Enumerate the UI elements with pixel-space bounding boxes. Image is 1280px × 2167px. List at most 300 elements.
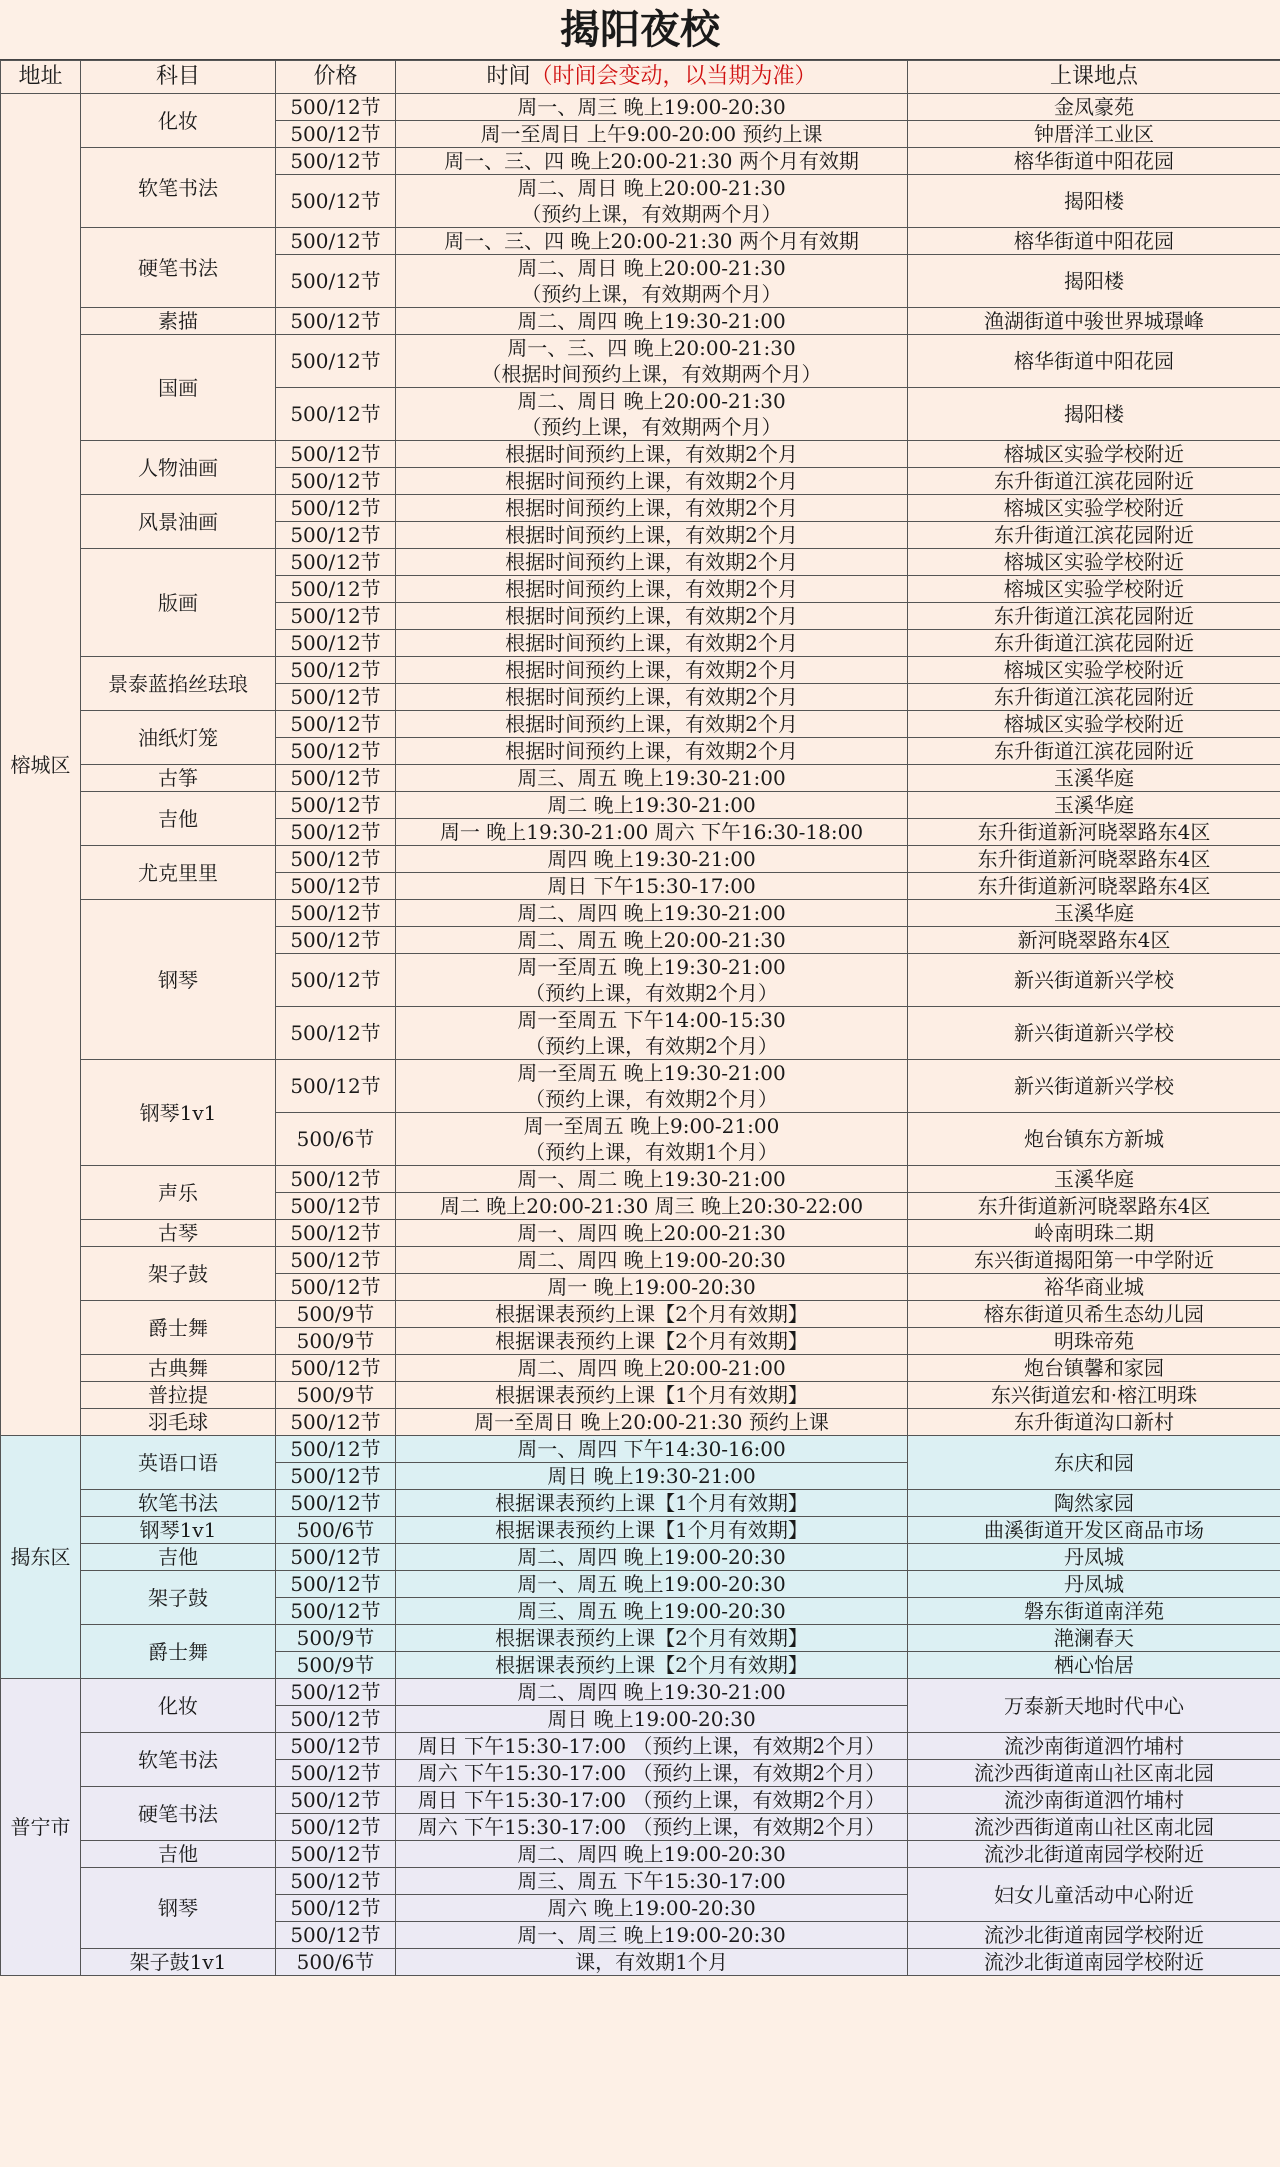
time-cell xyxy=(396,308,908,335)
time-cell xyxy=(396,549,908,576)
time-line: 周日 晚上19:30-21:00 xyxy=(547,1464,756,1488)
subject-cell: 吉他 xyxy=(81,1841,276,1868)
location-cell: 流沙北街道南园学校附近 xyxy=(908,1949,1280,1976)
table-row xyxy=(1,1571,1280,1598)
header-time-note: （时间会变动，以当期为准） xyxy=(530,64,817,89)
location-cell: 揭阳楼 xyxy=(908,175,1280,228)
price-cell: 500/12节 xyxy=(276,495,396,522)
location-cell: 钟厝洋工业区 xyxy=(908,121,1280,148)
time-line: 课，有效期1个月 xyxy=(575,1950,728,1974)
time-cell xyxy=(396,765,908,792)
time-line: 根据课表预约上课【2个月有效期】 xyxy=(495,1302,808,1326)
table-row xyxy=(1,94,1280,121)
time-line: 根据时间预约上课，有效期2个月 xyxy=(505,469,798,493)
price-cell: 500/12节 xyxy=(276,1598,396,1625)
time-cell xyxy=(396,522,908,549)
table-row xyxy=(1,765,1280,792)
location-cell: 玉溪华庭 xyxy=(908,900,1280,927)
price-cell: 500/12节 xyxy=(276,954,396,1007)
time-cell xyxy=(396,121,908,148)
location-cell: 东升街道新河晓翠路东4区 xyxy=(908,873,1280,900)
table-row xyxy=(1,1625,1280,1652)
price-cell: 500/9节 xyxy=(276,1625,396,1652)
subject-cell: 普拉提 xyxy=(81,1382,276,1409)
location-cell: 榕华街道中阳花园 xyxy=(908,335,1280,388)
location-cell: 明珠帝苑 xyxy=(908,1328,1280,1355)
price-cell: 500/12节 xyxy=(276,1733,396,1760)
subject-cell: 油纸灯笼 xyxy=(81,711,276,765)
location-cell: 榕城区实验学校附近 xyxy=(908,441,1280,468)
time-cell xyxy=(396,1490,908,1517)
table-row xyxy=(1,792,1280,819)
table-row xyxy=(1,1868,1280,1895)
location-cell: 东升街道江滨花园附近 xyxy=(908,468,1280,495)
table-row xyxy=(1,1490,1280,1517)
price-cell: 500/12节 xyxy=(276,121,396,148)
subject-cell: 景泰蓝掐丝珐琅 xyxy=(81,657,276,711)
time-line: 根据课表预约上课【2个月有效期】 xyxy=(495,1626,808,1650)
price-cell: 500/9节 xyxy=(276,1382,396,1409)
price-cell: 500/12节 xyxy=(276,148,396,175)
location-cell: 流沙南街道泗竹埔村 xyxy=(908,1787,1280,1814)
time-line: 周二 晚上20:00-21:30 周三 晚上20:30-22:00 xyxy=(439,1194,864,1218)
time-cell xyxy=(396,1463,908,1490)
location-cell: 新河晓翠路东4区 xyxy=(908,927,1280,954)
header-location: 上课地点 xyxy=(908,61,1280,94)
time-cell xyxy=(396,1895,908,1922)
subject-cell: 化妆 xyxy=(81,1679,276,1733)
time-cell xyxy=(396,927,908,954)
time-line: 周二、周四 晚上19:30-21:00 xyxy=(517,309,786,333)
time-cell xyxy=(396,1625,908,1652)
time-cell xyxy=(396,148,908,175)
time-line: 周一至周五 晚上19:30-21:00 xyxy=(517,1061,786,1085)
time-line: 周二、周四 晚上19:00-20:30 xyxy=(517,1842,786,1866)
table-row xyxy=(1,657,1280,684)
time-cell xyxy=(396,228,908,255)
time-cell xyxy=(396,846,908,873)
time-cell xyxy=(396,1355,908,1382)
price-cell: 500/12节 xyxy=(276,711,396,738)
price-cell: 500/12节 xyxy=(276,522,396,549)
subject-cell: 架子鼓1v1 xyxy=(81,1949,276,1976)
table-row xyxy=(1,1787,1280,1814)
price-cell: 500/12节 xyxy=(276,1814,396,1841)
location-cell: 丹凤城 xyxy=(908,1544,1280,1571)
price-cell: 500/12节 xyxy=(276,603,396,630)
time-cell xyxy=(396,388,908,441)
price-cell: 500/12节 xyxy=(276,873,396,900)
time-cell xyxy=(396,711,908,738)
time-line: 周二、周四 晚上19:00-20:30 xyxy=(517,1545,786,1569)
subject-cell: 古典舞 xyxy=(81,1355,276,1382)
time-line: 周一、周三 晚上19:00-20:30 xyxy=(517,1923,786,1947)
location-cell: 流沙西街道南山社区南北园 xyxy=(908,1814,1280,1841)
subject-cell: 钢琴1v1 xyxy=(81,1517,276,1544)
price-cell: 500/12节 xyxy=(276,1274,396,1301)
time-cell xyxy=(396,468,908,495)
time-cell xyxy=(396,1706,908,1733)
header-row xyxy=(1,61,1280,94)
time-cell xyxy=(396,1166,908,1193)
price-cell: 500/12节 xyxy=(276,441,396,468)
location-cell: 玉溪华庭 xyxy=(908,792,1280,819)
subject-cell: 软笔书法 xyxy=(81,1490,276,1517)
location-cell: 流沙南街道泗竹埔村 xyxy=(908,1733,1280,1760)
location-cell: 曲溪街道开发区商品市场 xyxy=(908,1517,1280,1544)
price-cell: 500/12节 xyxy=(276,684,396,711)
time-cell xyxy=(396,1652,908,1679)
district-cell: 揭东区 xyxy=(1,1436,81,1679)
time-line: 根据时间预约上课，有效期2个月 xyxy=(505,631,798,655)
time-cell xyxy=(396,1220,908,1247)
time-line: 周一、周五 晚上19:00-20:30 xyxy=(517,1572,786,1596)
subject-cell: 版画 xyxy=(81,549,276,657)
location-cell: 流沙北街道南园学校附近 xyxy=(908,1922,1280,1949)
price-cell: 500/12节 xyxy=(276,1355,396,1382)
time-cell xyxy=(396,1571,908,1598)
time-line: 周一、周二 晚上19:30-21:00 xyxy=(517,1167,786,1191)
price-cell: 500/12节 xyxy=(276,335,396,388)
location-cell: 炮台镇东方新城 xyxy=(908,1113,1280,1166)
location-cell: 炮台镇馨和家园 xyxy=(908,1355,1280,1382)
subject-cell: 钢琴 xyxy=(81,1868,276,1949)
price-cell: 500/12节 xyxy=(276,175,396,228)
time-line: 周一、三、四 晚上20:00-21:30 两个月有效期 xyxy=(444,229,859,253)
location-cell: 新兴街道新兴学校 xyxy=(908,954,1280,1007)
time-line: 周日 晚上19:00-20:30 xyxy=(547,1707,756,1731)
location-cell: 榕城区实验学校附近 xyxy=(908,576,1280,603)
subject-cell: 架子鼓 xyxy=(81,1247,276,1301)
location-cell: 东庆和园 xyxy=(908,1436,1280,1490)
time-cell xyxy=(396,1274,908,1301)
time-line: 根据时间预约上课，有效期2个月 xyxy=(505,496,798,520)
time-line: 根据课表预约上课【1个月有效期】 xyxy=(495,1491,808,1515)
price-cell: 500/12节 xyxy=(276,1409,396,1436)
time-line: 根据时间预约上课，有效期2个月 xyxy=(505,712,798,736)
time-line: 周一、周三 晚上19:00-20:30 xyxy=(517,95,786,119)
time-cell xyxy=(396,1060,908,1113)
location-cell: 榕城区实验学校附近 xyxy=(908,657,1280,684)
table-row xyxy=(1,441,1280,468)
price-cell: 500/12节 xyxy=(276,927,396,954)
table-row xyxy=(1,1949,1280,1976)
time-cell xyxy=(396,657,908,684)
time-cell xyxy=(396,1113,908,1166)
table-row xyxy=(1,1517,1280,1544)
table-row xyxy=(1,308,1280,335)
time-cell xyxy=(396,1382,908,1409)
time-cell xyxy=(396,1598,908,1625)
time-note-line: （根据时间预约上课，有效期两个月） xyxy=(481,362,822,386)
price-cell: 500/9节 xyxy=(276,1652,396,1679)
time-cell xyxy=(396,1787,908,1814)
location-cell: 滟澜春天 xyxy=(908,1625,1280,1652)
time-cell xyxy=(396,255,908,308)
subject-cell: 软笔书法 xyxy=(81,1733,276,1787)
price-cell: 500/12节 xyxy=(276,1220,396,1247)
location-cell: 东升街道新河晓翠路东4区 xyxy=(908,1193,1280,1220)
time-cell xyxy=(396,1247,908,1274)
price-cell: 500/12节 xyxy=(276,1922,396,1949)
time-cell xyxy=(396,603,908,630)
price-cell: 500/12节 xyxy=(276,1706,396,1733)
time-cell xyxy=(396,900,908,927)
time-line: 周一至周日 晚上20:00-21:30 预约上课 xyxy=(474,1410,829,1434)
subject-cell: 吉他 xyxy=(81,1544,276,1571)
location-cell: 岭南明珠二期 xyxy=(908,1220,1280,1247)
table-row xyxy=(1,1220,1280,1247)
subject-cell: 化妆 xyxy=(81,94,276,148)
location-cell: 妇女儿童活动中心附近 xyxy=(908,1868,1280,1922)
time-cell xyxy=(396,94,908,121)
location-cell: 流沙西街道南山社区南北园 xyxy=(908,1760,1280,1787)
time-note-line: （预约上课，有效期两个月） xyxy=(521,202,782,226)
time-line: 根据时间预约上课，有效期2个月 xyxy=(505,685,798,709)
time-line: 周二、周四 晚上19:30-21:00 xyxy=(517,901,786,925)
location-cell: 渔湖街道中骏世界城璟峰 xyxy=(908,308,1280,335)
price-cell: 500/12节 xyxy=(276,738,396,765)
subject-cell: 英语口语 xyxy=(81,1436,276,1490)
time-cell xyxy=(396,1814,908,1841)
time-cell xyxy=(396,1301,908,1328)
price-cell: 500/12节 xyxy=(276,94,396,121)
subject-cell: 硬笔书法 xyxy=(81,228,276,308)
table-row xyxy=(1,335,1280,388)
time-line: 周四 晚上19:30-21:00 xyxy=(547,847,756,871)
time-note-line: （预约上课，有效期1个月） xyxy=(525,1140,778,1164)
location-cell: 东兴街道揭阳第一中学附近 xyxy=(908,1247,1280,1274)
price-cell: 500/12节 xyxy=(276,576,396,603)
location-cell: 东升街道江滨花园附近 xyxy=(908,738,1280,765)
location-cell: 东升街道江滨花园附近 xyxy=(908,630,1280,657)
location-cell: 揭阳楼 xyxy=(908,255,1280,308)
location-cell: 东升街道江滨花园附近 xyxy=(908,603,1280,630)
time-cell xyxy=(396,630,908,657)
subject-cell: 羽毛球 xyxy=(81,1409,276,1436)
time-line: 周二、周日 晚上20:00-21:30 xyxy=(517,176,786,200)
district-cell: 普宁市 xyxy=(1,1679,81,1976)
time-line: 根据时间预约上课，有效期2个月 xyxy=(505,604,798,628)
table-row xyxy=(1,549,1280,576)
time-line: 根据时间预约上课，有效期2个月 xyxy=(505,739,798,763)
time-cell xyxy=(396,1733,908,1760)
price-cell: 500/12节 xyxy=(276,228,396,255)
price-cell: 500/9节 xyxy=(276,1301,396,1328)
time-note-line: （预约上课，有效期2个月） xyxy=(525,981,778,1005)
time-cell xyxy=(396,684,908,711)
table-row xyxy=(1,1060,1280,1113)
time-line: 周六 晚上19:00-20:30 xyxy=(547,1896,756,1920)
time-cell xyxy=(396,954,908,1007)
price-cell: 500/12节 xyxy=(276,819,396,846)
table-row xyxy=(1,846,1280,873)
location-cell: 玉溪华庭 xyxy=(908,765,1280,792)
table-row xyxy=(1,1247,1280,1274)
location-cell: 栖心怡居 xyxy=(908,1652,1280,1679)
price-cell: 500/12节 xyxy=(276,1247,396,1274)
price-cell: 500/12节 xyxy=(276,388,396,441)
location-cell: 东升街道江滨花园附近 xyxy=(908,522,1280,549)
time-line: 周一至周五 晚上19:30-21:00 xyxy=(517,955,786,979)
table-row xyxy=(1,1166,1280,1193)
time-cell xyxy=(396,1517,908,1544)
time-line: 根据课表预约上课【2个月有效期】 xyxy=(495,1653,808,1677)
subject-cell: 软笔书法 xyxy=(81,148,276,228)
time-line: 根据时间预约上课，有效期2个月 xyxy=(505,550,798,574)
time-line: 周一至周五 下午14:00-15:30 xyxy=(517,1008,786,1032)
table-row xyxy=(1,1409,1280,1436)
time-cell xyxy=(396,175,908,228)
location-cell: 榕城区实验学校附近 xyxy=(908,495,1280,522)
time-note-line: （预约上课，有效期2个月） xyxy=(525,1087,778,1111)
time-cell xyxy=(396,1949,908,1976)
price-cell: 500/12节 xyxy=(276,792,396,819)
location-cell: 榕东街道贝希生态幼儿园 xyxy=(908,1301,1280,1328)
location-cell: 榕华街道中阳花园 xyxy=(908,148,1280,175)
price-cell: 500/12节 xyxy=(276,1490,396,1517)
time-line: 根据时间预约上课，有效期2个月 xyxy=(505,658,798,682)
table-row xyxy=(1,1544,1280,1571)
table-row xyxy=(1,228,1280,255)
subject-cell: 素描 xyxy=(81,308,276,335)
price-cell: 500/12节 xyxy=(276,1571,396,1598)
price-cell: 500/12节 xyxy=(276,1841,396,1868)
header-time-label: 时间 xyxy=(486,64,531,89)
subject-cell: 钢琴 xyxy=(81,900,276,1060)
page-title: 揭阳夜校 xyxy=(0,0,1280,60)
time-cell xyxy=(396,873,908,900)
time-line: 周六 下午15:30-17:00 （预约上课，有效期2个月） xyxy=(417,1815,886,1839)
location-cell: 榕城区实验学校附近 xyxy=(908,549,1280,576)
time-line: 根据课表预约上课【2个月有效期】 xyxy=(495,1329,808,1353)
time-cell xyxy=(396,1544,908,1571)
subject-cell: 声乐 xyxy=(81,1166,276,1220)
time-cell xyxy=(396,1328,908,1355)
table-row xyxy=(1,1382,1280,1409)
price-cell: 500/6节 xyxy=(276,1113,396,1166)
location-cell: 陶然家园 xyxy=(908,1490,1280,1517)
time-line: 周一、三、四 晚上20:00-21:30 xyxy=(507,336,796,360)
location-cell: 东升街道沟口新村 xyxy=(908,1409,1280,1436)
time-line: 周一、周四 下午14:30-16:00 xyxy=(517,1437,786,1461)
time-cell xyxy=(396,1193,908,1220)
price-cell: 500/12节 xyxy=(276,630,396,657)
price-cell: 500/12节 xyxy=(276,1436,396,1463)
time-note-line: （预约上课，有效期2个月） xyxy=(525,1034,778,1058)
location-cell: 新兴街道新兴学校 xyxy=(908,1007,1280,1060)
time-cell xyxy=(396,1679,908,1706)
price-cell: 500/12节 xyxy=(276,1544,396,1571)
time-cell xyxy=(396,495,908,522)
table-row xyxy=(1,1679,1280,1706)
price-cell: 500/12节 xyxy=(276,1787,396,1814)
subject-cell: 钢琴1v1 xyxy=(81,1060,276,1166)
time-line: 周六 下午15:30-17:00 （预约上课，有效期2个月） xyxy=(417,1761,886,1785)
subject-cell: 架子鼓 xyxy=(81,1571,276,1625)
location-cell: 流沙北街道南园学校附近 xyxy=(908,1841,1280,1868)
price-cell: 500/12节 xyxy=(276,255,396,308)
time-line: 周二、周日 晚上20:00-21:30 xyxy=(517,256,786,280)
header-time xyxy=(396,61,908,94)
price-cell: 500/12节 xyxy=(276,1193,396,1220)
time-cell xyxy=(396,1409,908,1436)
header-district: 地址 xyxy=(1,61,81,94)
time-line: 根据课表预约上课【1个月有效期】 xyxy=(495,1518,808,1542)
price-cell: 500/12节 xyxy=(276,308,396,335)
price-cell: 500/9节 xyxy=(276,1328,396,1355)
price-cell: 500/6节 xyxy=(276,1517,396,1544)
price-cell: 500/12节 xyxy=(276,1060,396,1113)
time-line: 周一至周日 上午9:00-20:00 预约上课 xyxy=(480,122,823,146)
time-line: 根据时间预约上课，有效期2个月 xyxy=(505,442,798,466)
subject-cell: 爵士舞 xyxy=(81,1301,276,1355)
time-line: 周一、三、四 晚上20:00-21:30 两个月有效期 xyxy=(444,149,859,173)
table-row xyxy=(1,900,1280,927)
location-cell: 丹凤城 xyxy=(908,1571,1280,1598)
location-cell: 玉溪华庭 xyxy=(908,1166,1280,1193)
time-cell xyxy=(396,1760,908,1787)
time-note-line: （预约上课，有效期两个月） xyxy=(521,415,782,439)
time-line: 周二、周四 晚上19:00-20:30 xyxy=(517,1248,786,1272)
location-cell: 东升街道新河晓翠路东4区 xyxy=(908,846,1280,873)
table-row xyxy=(1,1733,1280,1760)
time-line: 周一至周五 晚上9:00-21:00 xyxy=(523,1114,780,1138)
price-cell: 500/12节 xyxy=(276,1679,396,1706)
price-cell: 500/12节 xyxy=(276,1760,396,1787)
time-line: 根据时间预约上课，有效期2个月 xyxy=(505,577,798,601)
time-cell xyxy=(396,792,908,819)
location-cell: 万泰新天地时代中心 xyxy=(908,1679,1280,1733)
table-row xyxy=(1,1436,1280,1463)
subject-cell: 人物油画 xyxy=(81,441,276,495)
price-cell: 500/12节 xyxy=(276,846,396,873)
table-row xyxy=(1,1301,1280,1328)
time-line: 周日 下午15:30-17:00 xyxy=(547,874,756,898)
price-cell: 500/12节 xyxy=(276,765,396,792)
time-line: 周二、周四 晚上19:30-21:00 xyxy=(517,1680,786,1704)
time-line: 周一 晚上19:00-20:30 xyxy=(547,1275,756,1299)
schedule-table xyxy=(0,60,1280,1976)
subject-cell: 吉他 xyxy=(81,792,276,846)
price-cell: 500/12节 xyxy=(276,900,396,927)
time-line: 周二、周五 晚上20:00-21:30 xyxy=(517,928,786,952)
location-cell: 榕城区实验学校附近 xyxy=(908,711,1280,738)
time-line: 周三、周五 下午15:30-17:00 xyxy=(517,1869,786,1893)
location-cell: 东升街道江滨花园附近 xyxy=(908,684,1280,711)
table-row xyxy=(1,495,1280,522)
location-cell: 榕华街道中阳花园 xyxy=(908,228,1280,255)
location-cell: 东兴街道宏和·榕江明珠 xyxy=(908,1382,1280,1409)
location-cell: 磐东街道南洋苑 xyxy=(908,1598,1280,1625)
price-cell: 500/12节 xyxy=(276,468,396,495)
time-line: 周一 晚上19:30-21:00 周六 下午16:30-18:00 xyxy=(439,820,864,844)
subject-cell: 古筝 xyxy=(81,765,276,792)
time-cell xyxy=(396,576,908,603)
price-cell: 500/12节 xyxy=(276,549,396,576)
time-cell xyxy=(396,819,908,846)
time-cell xyxy=(396,335,908,388)
time-line: 根据课表预约上课【1个月有效期】 xyxy=(495,1383,808,1407)
time-cell xyxy=(396,441,908,468)
subject-cell: 国画 xyxy=(81,335,276,441)
table-row xyxy=(1,148,1280,175)
price-cell: 500/12节 xyxy=(276,1868,396,1895)
price-cell: 500/12节 xyxy=(276,657,396,684)
time-line: 周日 下午15:30-17:00 （预约上课，有效期2个月） xyxy=(417,1788,886,1812)
subject-cell: 尤克里里 xyxy=(81,846,276,900)
time-line: 周一、周四 晚上20:00-21:30 xyxy=(517,1221,786,1245)
